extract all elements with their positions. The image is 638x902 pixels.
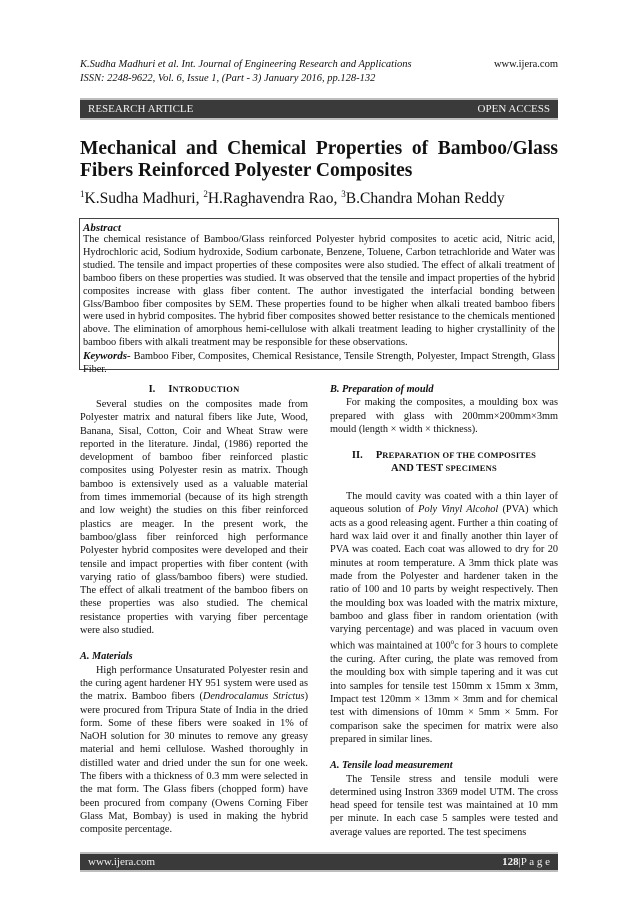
citation-line-1: K.Sudha Madhuri et al. Int. Journal of Engineering Research and Applications	[80, 59, 412, 70]
open-access-label: OPEN ACCESS	[477, 103, 550, 115]
citation-line-2: ISSN: 2248-9622, Vol. 6, Issue 1, (Part - 3) January 2016, pp.128-132	[80, 73, 376, 84]
mould-heading: B. Preparation of mould	[330, 384, 434, 395]
author-affil-1: 1	[80, 189, 85, 199]
mould-paragraph: For making the composites, a moulding box was prepared with glass with 200mm×200mm×3mm mould (length × width × thickness).	[330, 397, 558, 435]
keywords-label: Keywords-	[83, 350, 131, 363]
paper-title: Mechanical and Chemical Properties of Bamboo/Glass Fibers Reinforced Polyester Composites	[80, 138, 558, 181]
preparation-heading: II. PREPARATION OF THE COMPOSITES AND TEST SPECIMENS	[351, 450, 537, 475]
footer-website[interactable]: www.ijera.com	[88, 856, 156, 868]
preparation-paragraph: The mould cavity was coated with a thin layer of aqueous solution of Poly Vinyl Alcohol (PVA) which acts as a good releasing agent. Further a thin coating of hard wax laid over it and finally another thin layer of PVA was coated. Each coat was allowed to dry for 20 minutes at room temperature. A 3mm thick plate was made from the Polyester and hardener taken in the ratio of 100 and 10 parts by weight respectively. Then the moulding box was loaded with the matrix mixture, bamboo and glass fiber in random orientation (with varying percentage) and was placed in vacuum oven which was maintained at 100$^o$c for 3 hours to complete the curing. After curing, the plate was removed from the moulding box with simple tapering and it was cut into samples for tensile test 150mm x 15mm x 3mm, Impact test 120mm × 13mm × 3mm and for chemical test with dimensions of 10mm × 5mm × 5mm. For comparison sake the specimen for matrix were also prepared in similar lines.	[330, 491, 558, 745]
keywords	[83, 350, 555, 377]
article-type-banner	[80, 98, 558, 120]
introduction-heading: I. INTRODUCTION	[148, 384, 240, 395]
page-number: 128|P a g e	[502, 856, 550, 868]
abstract-text: The chemical resistance of Bamboo/Glass reinforced Polyester hybrid composites to acetic acid, Nitric acid, Hydrochloric acid, Sodium hydroxide, Sodium carbonate, Benzene, Toluene, Carbon tetrachloride and Water was studied. The tensile and impact properties of these composites were also studied. The effect of alkali treatment of bamboo fibers on these properties was studied. It was observed that the tensile and impact properties of the hybrid composites increase with glass fiber content. The author investigated the interfacial bonding between Glss/Bamboo fiber composites by SEM. These properties found to be higher when alkali treated bamboo fibers were used in hybrid composites. The hybrid fiber composites showed better resistance to the chemicals mentioned above. The elimination of amorphous hemi-cellulose with alkali treatment leading to higher crystallinity of the bamboo fibers with alkali treatment may be responsible for these observations.	[83, 234, 555, 349]
page-footer	[80, 852, 558, 872]
author-affil-2: 2	[203, 189, 208, 199]
left-column	[80, 383, 308, 837]
introduction-paragraph: Several studies on the composites made from Polyester matrix and natural fibers like Jute, Wood, Banana, Sisal, Cotton, Coir and Wheat Straw were reported in the literature. Jindal, (1986) reported the development of bamboo fiber reinforced plastic composites using Polyester resin as matrix. Though bamboo is extensively used as a valuable material from times immemorial (because of its high strength and low weight) the studies on this fiber reinforced plastics are meager. In the present work, the bamboo/glass fiber reinforced high performance Polyester hybrid composites were developed and their tensile and impact properties with fiber content (with varying ratio of glass/bamboo fibers) were studied. The effect of alkali treatment of the bamboo fibers on these properties was also studied. The chemical resistance properties with varying fiber percentage were also studied.	[80, 399, 308, 637]
tensile-heading: A. Tensile load measurement	[330, 760, 453, 772]
journal-website[interactable]: www.ijera.com	[493, 59, 558, 70]
research-article-label: RESEARCH ARTICLE	[88, 103, 194, 115]
author-affil-3: 3	[341, 189, 346, 199]
tensile-paragraph: The Tensile stress and tensile moduli were determined using Instron 3369 model UTM. The cross head speed for tensile test was maintained at 10 mm per minute. In each case 5 samples were tested and average values are reported. The test specimens	[330, 773, 558, 838]
materials-paragraph: High performance Unsaturated Polyester resin and the curing agent hardener HY 951 system were used as the matrix. Bamboo fibers (Dendrocalamus Strictus) were procured from Tripura State of India in the dried form. Some of these fibers were soaked in 1% of NaOH solution for 30 minutes to remove any greasy material and hemi cellulose. Washed thoroughly in distilled water and dried under the sun for one week. The fibers with a thickness of 0.3 mm were selected in the mat form. The Glass fibers (chopped form) have been procured from company (Owens Corning Fiber Glass Mat, Bombay) is used in making the hybrid composite percentage.	[80, 664, 308, 836]
abstract-heading: Abstract	[83, 222, 121, 234]
right-column	[330, 383, 558, 839]
author-3: B.Chandra Mohan Reddy	[345, 190, 505, 208]
author-2: H.Raghavendra Rao,	[207, 190, 342, 208]
keywords-list: Bamboo Fiber, Composites, Chemical Resistance, Tensile Strength, Polyester, Impact Strength, Glass Fiber.	[83, 351, 555, 376]
running-header	[80, 58, 520, 86]
author-1: K.Sudha Madhuri,	[84, 190, 204, 208]
author-list	[80, 184, 558, 209]
materials-heading: A. Materials	[80, 651, 133, 663]
abstract-box	[79, 218, 559, 376]
